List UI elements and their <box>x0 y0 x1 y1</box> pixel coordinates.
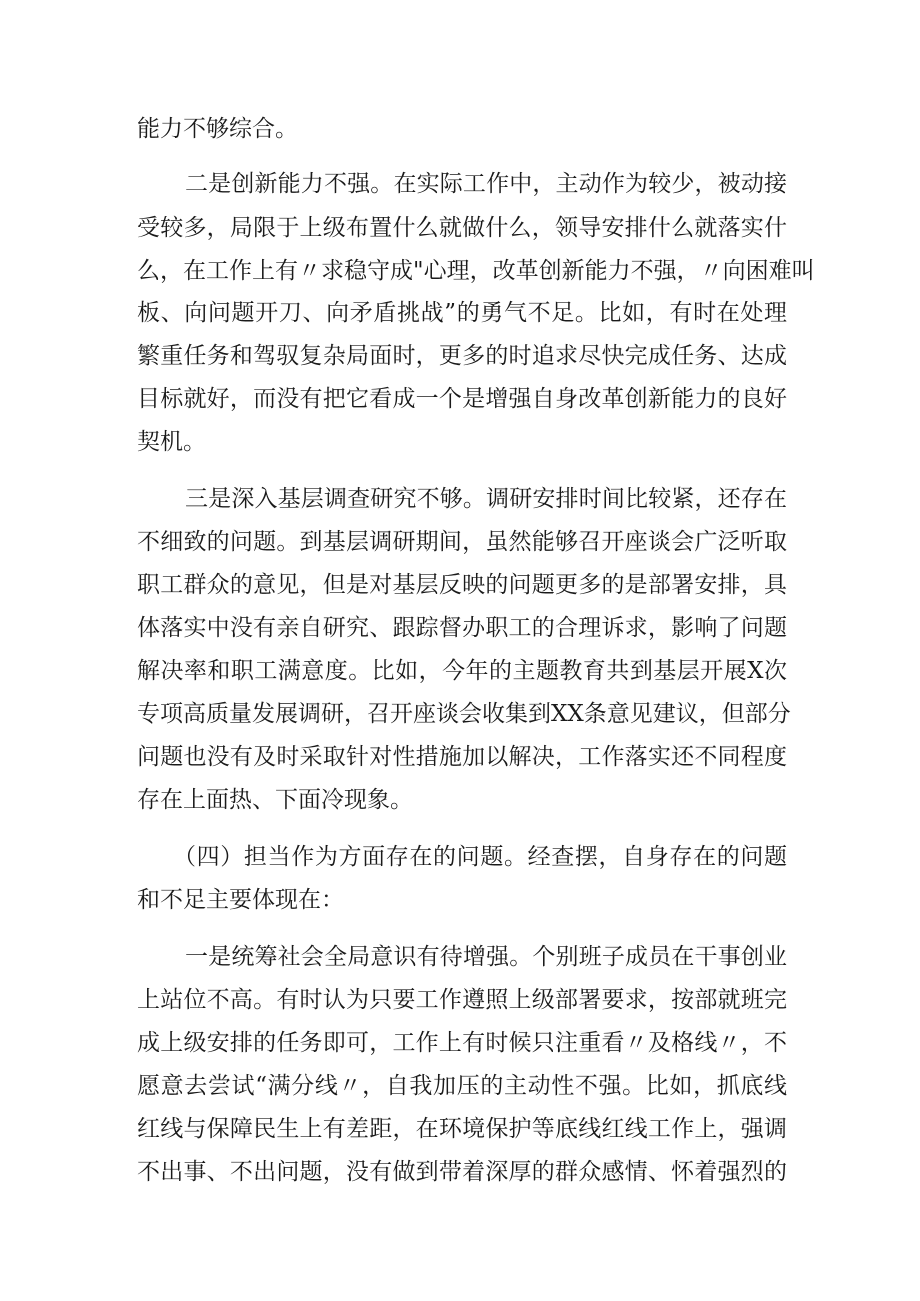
text-line: 不出事、不出问题，没有做到带着深厚的群众感情、怀着强烈的 <box>137 1159 787 1185</box>
text-line: 愿意去尝试“满分线〃，自我加压的主动性不强。比如，抓底线 <box>137 1073 787 1099</box>
text-line: 和不足主要体现在： <box>137 887 344 913</box>
text-line: 问题也没有及时采取针对性措施加以解决，工作落实还不同程度 <box>137 744 787 770</box>
text-line: 红线与保障民生上有差距，在环境保护等底线红线工作上，强调 <box>137 1116 787 1142</box>
text-line: 二是创新能力不强。在实际工作中，主动作为较少，被动接 <box>185 171 787 197</box>
text-line: 契机。 <box>137 429 206 455</box>
text-line: 能力不够综合。 <box>137 116 298 142</box>
text-line: 体落实中没有亲自研究、跟踪督办职工的合理诉求，影响了问题 <box>137 615 787 641</box>
text-line: 职工群众的意见，但是对基层反映的问题更多的是部署安排，具 <box>137 572 787 598</box>
text-line: 一是统筹社会全局意识有待增强。个别班子成员在干事创业 <box>185 944 787 970</box>
text-line: 专项高质量发展调研，召开座谈会收集到XX条意见建议，但部分 <box>137 701 791 727</box>
text-line: 么，在工作上有〃求稳守成"心理，改革创新能力不强，〃向困难叫 <box>137 258 815 284</box>
text-line: 成上级安排的任务即可，工作上有时候只注重看〃及格线〃，不 <box>137 1030 787 1056</box>
text-line: 板、向问题开刀、向矛盾挑战”的勇气不足。比如，有时在处理 <box>137 300 787 326</box>
text-line: 三是深入基层调查研究不够。调研安排时间比较紧，还存在 <box>185 486 787 512</box>
text-line: 受较多，局限于上级布置什么就做什么，领导安排什么就落实什 <box>137 215 787 241</box>
text-line: 繁重任务和驾驭复杂局面时，更多的时追求尽快完成任务、达成 <box>137 343 787 369</box>
text-line: 目标就好，而没有把它看成一个是增强自身改革创新能力的良好 <box>137 386 787 412</box>
text-line: 解决率和职工满意度。比如，今年的主题教育共到基层开展X次 <box>137 658 787 684</box>
text-line: 不细致的问题。到基层调研期间，虽然能够召开座谈会广泛听取 <box>137 529 787 555</box>
text-line: 存在上面热、下面冷现象。 <box>137 787 413 813</box>
text-line: （四）担当作为方面存在的问题。经查摆，自身存在的问题 <box>173 844 787 870</box>
text-line: 上站位不高。有时认为只要工作遵照上级部署要求，按部就班完 <box>137 987 787 1013</box>
